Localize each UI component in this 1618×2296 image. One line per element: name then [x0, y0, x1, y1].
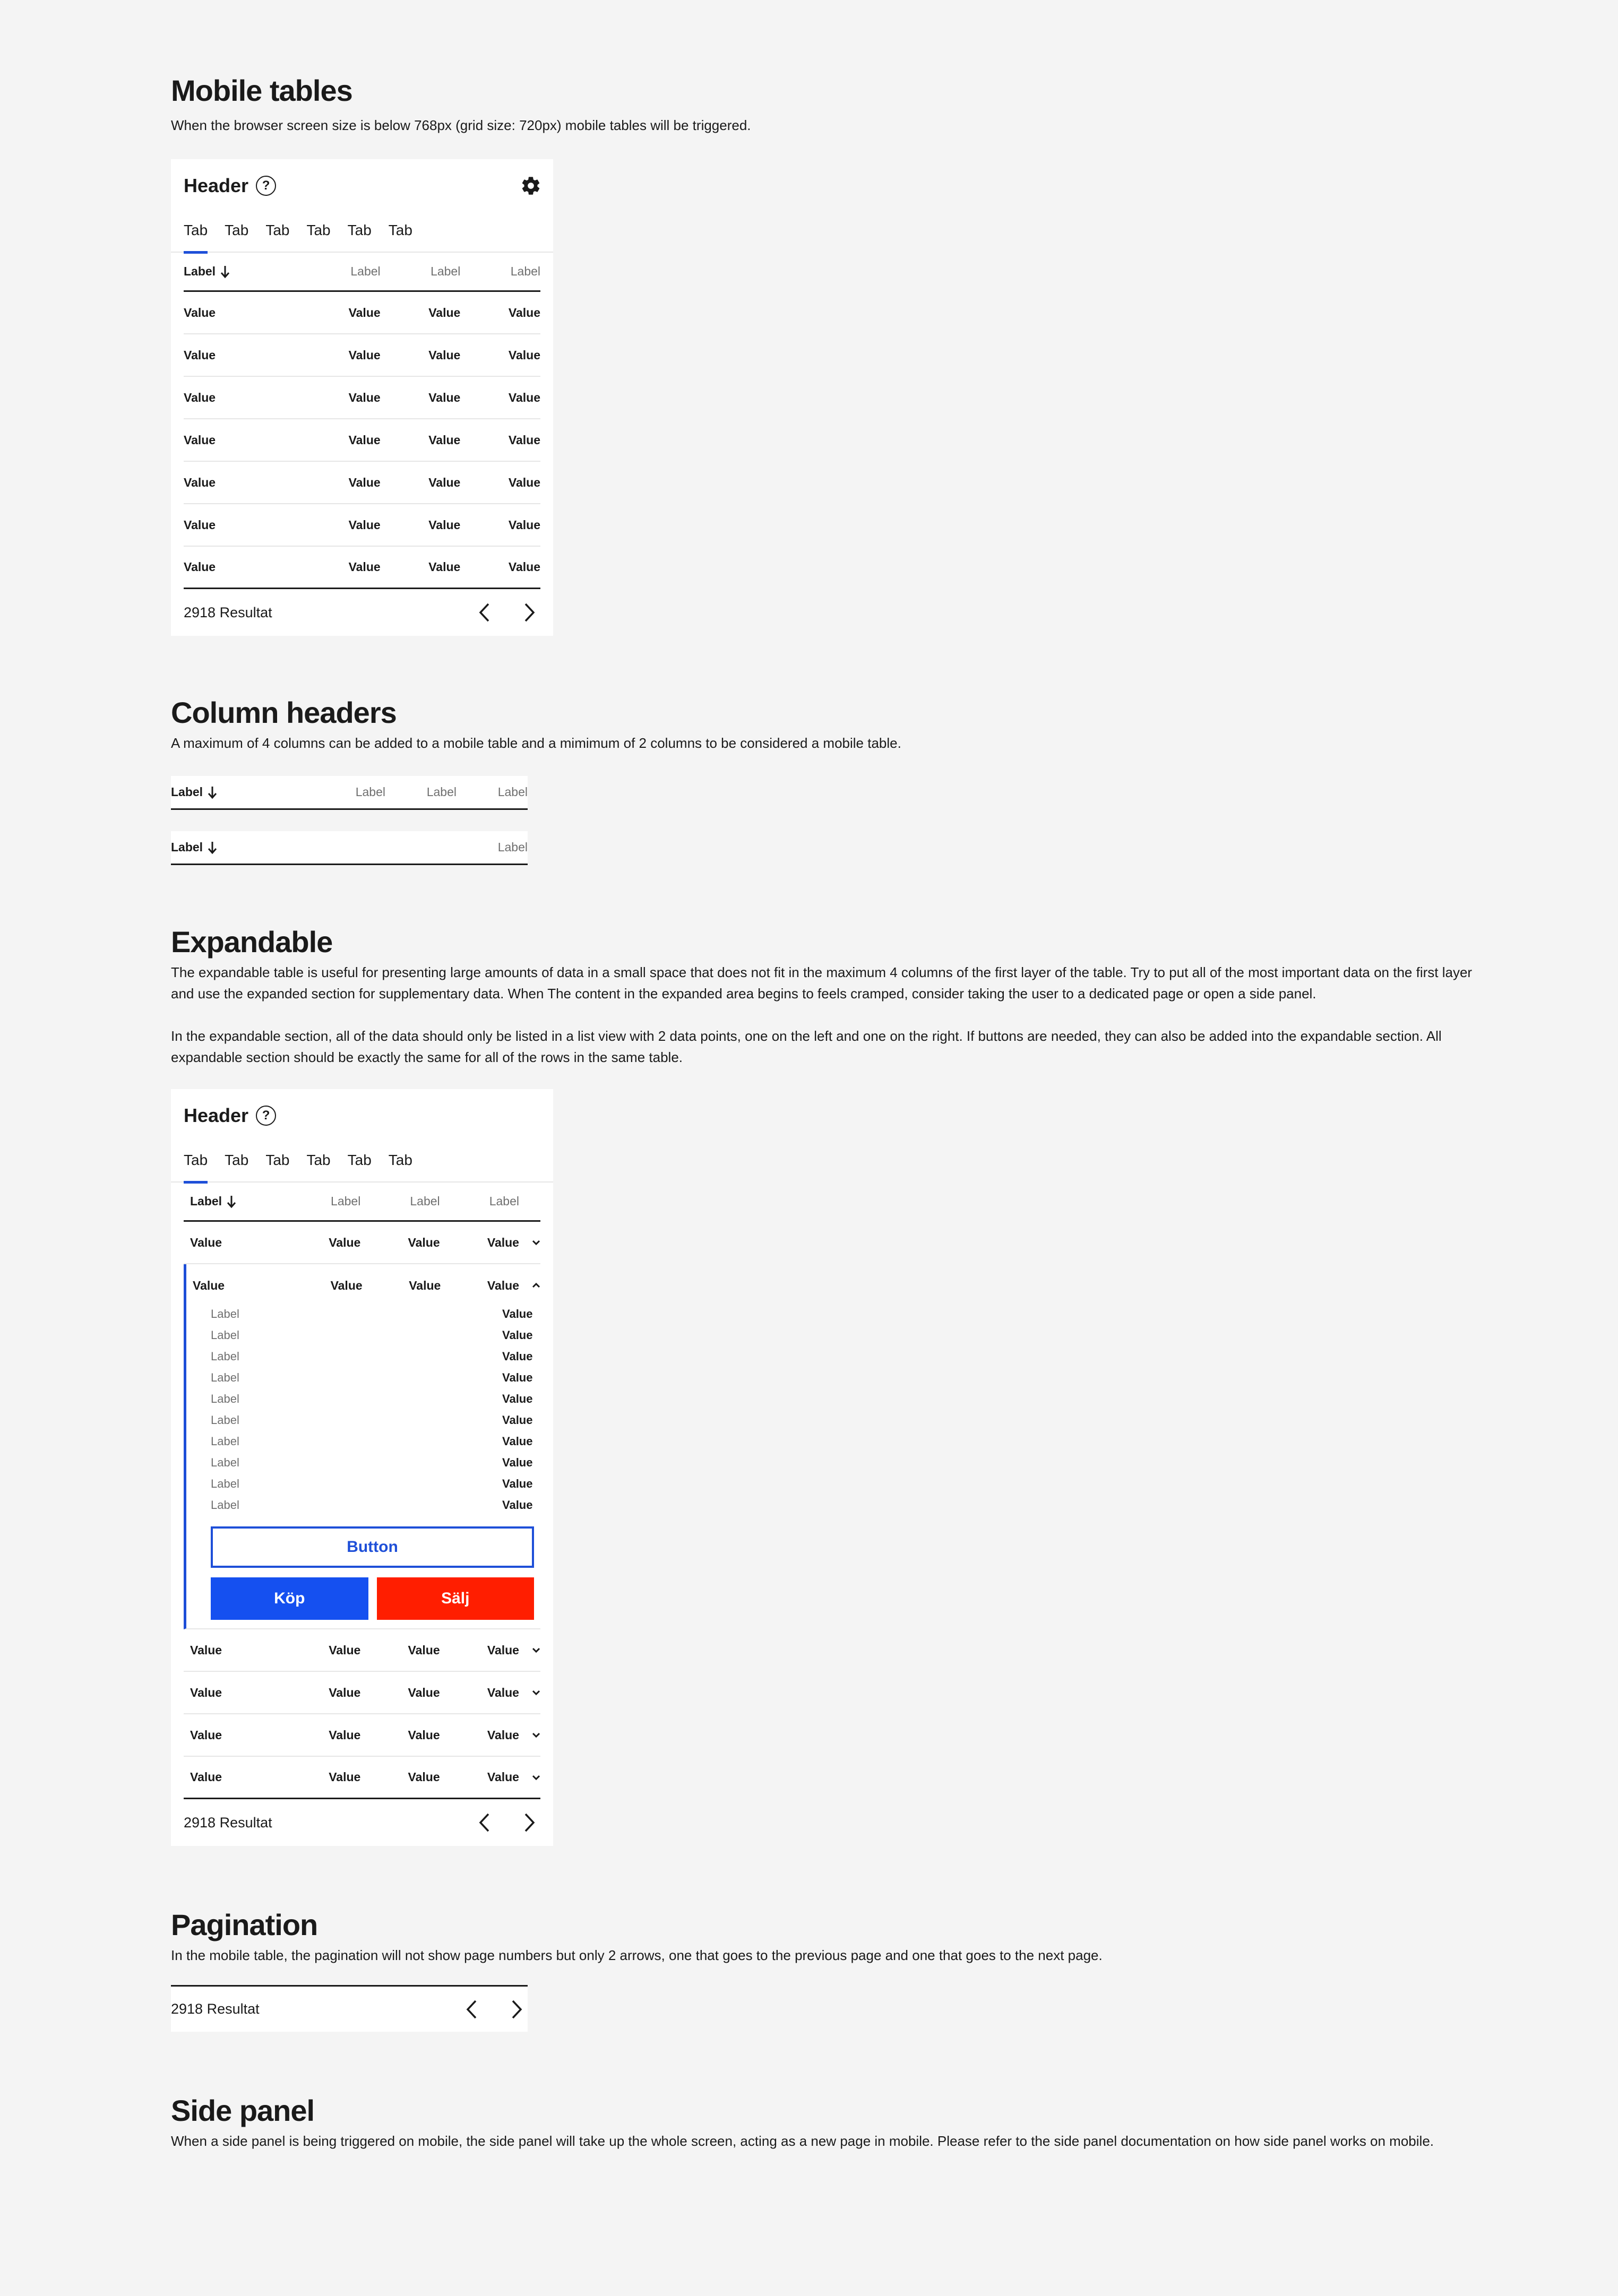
- detail-value: Value: [502, 1392, 533, 1405]
- column-label: Label: [331, 1194, 361, 1208]
- table-cell: Value: [184, 348, 216, 362]
- table-cell: Value: [348, 560, 381, 574]
- table-cell: Value: [190, 1728, 222, 1742]
- prev-page-button[interactable]: [474, 1812, 495, 1833]
- detail-item: [211, 1367, 534, 1388]
- chevron-down-icon: [532, 1774, 540, 1781]
- table-cell: Value: [329, 1770, 361, 1784]
- table-cell: Value: [190, 1235, 222, 1249]
- sort-arrow-down-icon: [226, 1195, 237, 1209]
- pagination: [171, 589, 553, 636]
- detail-value: Value: [502, 1435, 533, 1448]
- table-cell: Value: [190, 1643, 222, 1657]
- chevron-right-icon: [524, 603, 536, 622]
- tab-6[interactable]: Tab: [388, 1152, 412, 1168]
- mobile-table-card: [171, 159, 553, 636]
- table-header: [184, 253, 540, 292]
- chevron-right-icon: [524, 1813, 536, 1832]
- table-cell: Value: [508, 390, 541, 404]
- card-header: [171, 1089, 553, 1142]
- table-cell: Value: [428, 560, 461, 574]
- prev-page-button[interactable]: [461, 1999, 482, 2020]
- detail-value: Value: [502, 1498, 533, 1512]
- section-mobile-tables: [171, 74, 1498, 136]
- detail-value: Value: [502, 1413, 533, 1427]
- table-cell: Value: [184, 560, 216, 574]
- detail-label: Label: [211, 1307, 239, 1320]
- table-cell: Value: [193, 1278, 225, 1292]
- table-cell: Value: [408, 1728, 440, 1742]
- expand-toggle[interactable]: [526, 1689, 540, 1696]
- detail-item: [211, 1473, 534, 1495]
- column-label: Label: [426, 785, 457, 799]
- detail-label: Label: [211, 1328, 239, 1342]
- section-title: Column headers: [171, 696, 397, 729]
- table-cell: Value: [348, 390, 381, 404]
- tab-1[interactable]: Tab: [184, 212, 208, 253]
- buy-button[interactable]: Köp: [211, 1577, 368, 1620]
- section-description: When a side panel is being triggered on mobile, the side panel will take up the whole screen, acting as a new page in mobile. Please refer to the side panel documentation on how side panel works on mobile.: [171, 2133, 1434, 2149]
- chevron-right-icon: [511, 2000, 523, 2019]
- table-cell: Value: [428, 517, 461, 532]
- table-cell: Value: [428, 305, 461, 320]
- table-row[interactable]: [184, 1672, 540, 1714]
- collapse-toggle[interactable]: [526, 1282, 540, 1289]
- table-cell: Value: [329, 1643, 361, 1657]
- chevron-down-icon: [532, 1239, 540, 1246]
- expand-toggle[interactable]: [526, 1732, 540, 1738]
- table-cell: Value: [409, 1278, 441, 1292]
- table-cell: Value: [190, 1770, 222, 1784]
- section-column-headers: [171, 696, 1498, 754]
- chevron-down-icon: [532, 1732, 540, 1738]
- section-pagination: [171, 1909, 1498, 1966]
- table-cell: Value: [487, 1643, 519, 1657]
- tab-bar: [171, 1142, 553, 1182]
- table-cell: Value: [408, 1643, 440, 1657]
- table-row[interactable]: [184, 292, 540, 334]
- tab-4[interactable]: Tab: [306, 222, 331, 238]
- prev-page-button[interactable]: [474, 602, 495, 623]
- tab-2[interactable]: Tab: [225, 222, 249, 238]
- section-description: The expandable table is useful for presenting large amounts of data in a small space that does not fit in the maximum 4 columns of the first layer of the table. Try to put all of the most important data on the first layer and use the expanded section for supplementary data. When The content in the expanded area begins to feels cramped, consider taking the user to a dedicated page or open a side panel.: [171, 964, 1473, 1002]
- table: [171, 1182, 553, 1799]
- sort-arrow-down-icon: [220, 265, 230, 279]
- card-title: Header: [184, 1104, 249, 1126]
- detail-label: Label: [211, 1413, 239, 1427]
- section-expandable: [171, 926, 1498, 1068]
- column-label: Label: [190, 1194, 222, 1208]
- table-row[interactable]: [184, 334, 540, 377]
- column-label: Label: [171, 785, 203, 799]
- detail-value: Value: [502, 1350, 533, 1363]
- column-header-sortable[interactable]: [171, 785, 314, 799]
- column-label: Label: [410, 1194, 440, 1208]
- detail-item: [211, 1431, 534, 1452]
- table-cell: Value: [348, 475, 381, 489]
- detail-item: [211, 1346, 534, 1367]
- table-row[interactable]: [184, 462, 540, 504]
- detail-value: Value: [502, 1477, 533, 1490]
- table-cell: Value: [190, 1685, 222, 1699]
- table-row[interactable]: [184, 504, 540, 547]
- table-cell: Value: [348, 348, 381, 362]
- table-cell: Value: [428, 390, 461, 404]
- detail-item: [211, 1388, 534, 1410]
- column-label: Label: [171, 840, 203, 854]
- detail-value: Value: [502, 1307, 533, 1320]
- column-label: Label: [350, 264, 381, 278]
- help-icon[interactable]: ?: [256, 176, 276, 196]
- section-title: Side panel: [171, 2094, 315, 2127]
- table-cell: Value: [184, 305, 216, 320]
- tab-2[interactable]: Tab: [225, 1152, 249, 1168]
- table-cell: Value: [487, 1685, 519, 1699]
- table-cell: Value: [184, 390, 216, 404]
- table-cell: Value: [428, 433, 461, 447]
- table-cell: Value: [508, 305, 541, 320]
- column-label: Label: [497, 840, 528, 854]
- next-page-button[interactable]: [519, 602, 540, 623]
- detail-label: Label: [211, 1435, 239, 1448]
- section-description: In the mobile table, the pagination will not show page numbers but only 2 arrows, one that goes to the previous page and one that goes to the next page.: [171, 1947, 1103, 1963]
- detail-item: [211, 1452, 534, 1473]
- detail-label: Label: [211, 1498, 239, 1512]
- detail-value: Value: [502, 1328, 533, 1342]
- tab-bar: [171, 212, 553, 253]
- table-row[interactable]: [184, 1714, 540, 1757]
- expanded-section: [184, 1264, 540, 1629]
- tab-5[interactable]: Tab: [347, 222, 372, 238]
- action-buttons: [211, 1577, 534, 1620]
- column-label: Label: [184, 264, 216, 278]
- table-cell: Value: [329, 1685, 361, 1699]
- table-cell: Value: [184, 475, 216, 489]
- table-row[interactable]: [184, 377, 540, 419]
- result-count: 2918 Resultat: [184, 1814, 272, 1831]
- detail-item: [211, 1325, 534, 1346]
- chevron-left-icon: [478, 1813, 490, 1832]
- column-label: Label: [497, 785, 528, 799]
- detail-value: Value: [502, 1456, 533, 1469]
- sort-arrow-down-icon: [207, 786, 218, 799]
- table-cell: Value: [408, 1235, 440, 1249]
- result-count: 2918 Resultat: [171, 2001, 260, 2017]
- table-cell: Value: [487, 1235, 519, 1249]
- help-icon[interactable]: ?: [256, 1106, 276, 1126]
- detail-list: [191, 1304, 540, 1620]
- tab-5[interactable]: Tab: [347, 1152, 372, 1168]
- tab-6[interactable]: Tab: [388, 222, 412, 238]
- table-cell: Value: [508, 475, 541, 489]
- pagination-example: [171, 1985, 528, 2032]
- table-cell: Value: [408, 1685, 440, 1699]
- column-header-sortable[interactable]: [190, 1194, 296, 1209]
- card-title: Header: [184, 175, 249, 196]
- detail-label: Label: [211, 1456, 239, 1469]
- chevron-left-icon: [478, 603, 490, 622]
- section-title: Pagination: [171, 1908, 318, 1941]
- table-body: [184, 292, 540, 589]
- expand-toggle[interactable]: [526, 1239, 540, 1246]
- tab-3[interactable]: Tab: [265, 222, 290, 238]
- table-cell: Value: [184, 433, 216, 447]
- column-label: Label: [431, 264, 461, 278]
- detail-label: Label: [211, 1392, 239, 1405]
- table-cell: Value: [329, 1728, 361, 1742]
- section-title: Mobile tables: [171, 74, 352, 107]
- tab-4[interactable]: Tab: [306, 1152, 331, 1168]
- pagination: [171, 1799, 553, 1846]
- column-label: Label: [510, 264, 541, 278]
- section-description: A maximum of 4 columns can be added to a mobile table and a mimimum of 2 columns to be considered a mobile table.: [171, 735, 901, 751]
- table-cell: Value: [184, 517, 216, 532]
- column-header-sortable[interactable]: [184, 264, 300, 279]
- table-cell: Value: [329, 1235, 361, 1249]
- secondary-button[interactable]: Button: [211, 1526, 534, 1568]
- table-row[interactable]: [184, 1757, 540, 1799]
- four-column-header-example: [171, 776, 528, 810]
- table-cell: Value: [508, 560, 541, 574]
- sell-button[interactable]: Sälj: [377, 1577, 535, 1620]
- table-cell: Value: [508, 433, 541, 447]
- column-header-sortable[interactable]: [171, 840, 314, 854]
- two-column-header-example: [171, 831, 528, 865]
- chevron-left-icon: [466, 2000, 477, 2019]
- table-row[interactable]: [184, 547, 540, 589]
- chevron-up-icon: [532, 1282, 540, 1289]
- detail-item: [211, 1304, 534, 1325]
- gear-icon[interactable]: [520, 175, 541, 196]
- tab-1[interactable]: Tab: [184, 1142, 208, 1182]
- detail-item: [211, 1495, 534, 1516]
- table-cell: Value: [330, 1278, 363, 1292]
- table-cell: Value: [487, 1728, 519, 1742]
- table-cell: Value: [487, 1770, 519, 1784]
- detail-value: Value: [502, 1371, 533, 1384]
- section-title: Expandable: [171, 925, 333, 959]
- table-cell: Value: [428, 475, 461, 489]
- section-description: In the expandable section, all of the data should only be listed in a list view with 2 data points, one on the left and one on the right. If buttons are needed, they can also be added into the expandable section. All expandable section should be exactly the same for all of the rows in the same table.: [171, 1028, 1442, 1065]
- table-body: [184, 1222, 540, 1799]
- chevron-down-icon: [532, 1689, 540, 1696]
- table-cell: Value: [508, 348, 541, 362]
- table-header: [184, 1182, 540, 1222]
- detail-label: Label: [211, 1371, 239, 1384]
- table-cell: Value: [408, 1770, 440, 1784]
- expand-toggle[interactable]: [526, 1647, 540, 1653]
- section-description: When the browser screen size is below 768px (grid size: 720px) mobile tables will be triggered.: [171, 117, 751, 133]
- table-cell: Value: [348, 305, 381, 320]
- next-page-button[interactable]: [519, 1812, 540, 1833]
- sort-arrow-down-icon: [207, 841, 218, 854]
- table-cell: Value: [428, 348, 461, 362]
- card-header: [171, 159, 553, 212]
- detail-label: Label: [211, 1477, 239, 1490]
- next-page-button[interactable]: [506, 1999, 528, 2020]
- section-side-panel: [171, 2094, 1498, 2152]
- chevron-down-icon: [532, 1647, 540, 1653]
- table-cell: Value: [487, 1278, 520, 1292]
- detail-item: [211, 1410, 534, 1431]
- table-row[interactable]: [184, 1222, 540, 1264]
- expand-toggle[interactable]: [526, 1774, 540, 1781]
- expandable-table-card: [171, 1089, 553, 1846]
- table-cell: Value: [348, 517, 381, 532]
- table: [171, 253, 553, 589]
- table-row[interactable]: [184, 1629, 540, 1672]
- column-label: Label: [489, 1194, 519, 1208]
- table-row-expanded[interactable]: [191, 1264, 540, 1307]
- column-label: Label: [355, 785, 385, 799]
- result-count: 2918 Resultat: [184, 604, 272, 620]
- table-cell: Value: [348, 433, 381, 447]
- detail-label: Label: [211, 1350, 239, 1363]
- tab-3[interactable]: Tab: [265, 1152, 290, 1168]
- table-row[interactable]: [184, 419, 540, 462]
- table-cell: Value: [508, 517, 541, 532]
